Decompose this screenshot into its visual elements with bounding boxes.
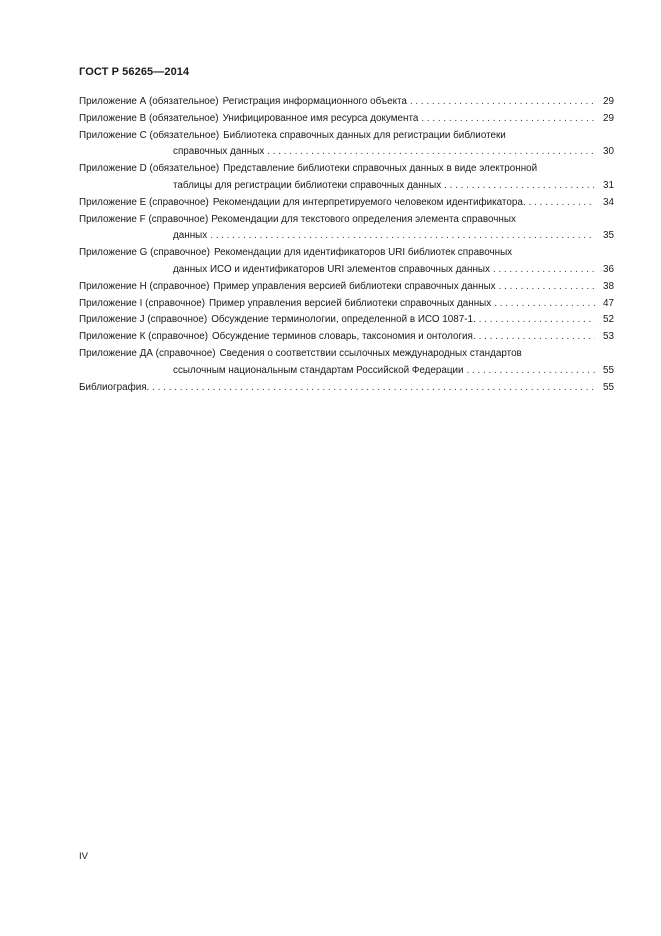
toc-entry-title: Регистрация информационного объекта xyxy=(222,96,407,107)
toc-entry-page: 47 xyxy=(603,297,614,309)
toc-leader-dots xyxy=(267,144,595,161)
toc-leader-dots xyxy=(529,195,595,212)
toc-entry-title-continued: данных xyxy=(173,230,208,242)
toc-entry-title: Пример управления версией библиотеки справочных данных xyxy=(213,280,496,292)
toc-entry-label: Библиография. xyxy=(79,381,150,393)
toc-leader-dots xyxy=(493,262,595,279)
toc-entry-label: Приложение ДА (справочное) xyxy=(79,347,216,359)
toc-entry-title: Библиотека справочных данных для регистрации библиотеки xyxy=(223,129,506,141)
toc-entry-page: 38 xyxy=(603,280,614,292)
toc-entry-title: Рекомендации для интерпретируемого человеком идентификатора. xyxy=(212,196,526,208)
toc-entry-annex-h[interactable] xyxy=(79,279,614,296)
toc-leader-dots xyxy=(467,363,595,380)
toc-entry-page: 53 xyxy=(603,331,614,343)
toc-leader-dots xyxy=(152,380,595,397)
toc-entry-page: 52 xyxy=(603,314,614,326)
toc-entry-label: Приложение Е (справочное) xyxy=(79,196,209,208)
toc-leader-dots xyxy=(210,228,595,245)
toc-leader-dots xyxy=(494,296,595,313)
toc-entry-annex-da[interactable] xyxy=(79,346,614,380)
toc-entry-label: Приложение G (справочное) xyxy=(79,247,210,259)
toc-leader-dots xyxy=(479,329,595,346)
toc-entry-page: 55 xyxy=(603,381,614,393)
toc-entry-title-continued: ссылочным национальным стандартам Российской Федерации xyxy=(173,364,464,376)
toc-entry-title: Сведения о соответствии ссылочных международных стандартов xyxy=(219,347,522,359)
toc-entry-title: Пример управления версией библиотеки справочных данных xyxy=(209,297,492,309)
toc-entry-page: 34 xyxy=(603,196,614,208)
toc-entry-annex-b[interactable] xyxy=(79,111,614,128)
toc-entry-title-continued: справочных данных xyxy=(173,146,265,158)
toc-entry-page: 36 xyxy=(603,263,614,275)
page-number: IV xyxy=(79,851,88,862)
toc-entry-label: Приложение F (справочное) xyxy=(79,213,209,225)
toc-entry-title-continued: таблицы для регистрации библиотеки справочных данных xyxy=(173,179,442,191)
toc-entry-title: Рекомендации для текстового определения элемента справочных xyxy=(211,213,516,225)
toc-leader-dots xyxy=(499,279,595,296)
toc-entry-label: Приложение В (обязательное) xyxy=(79,112,219,124)
toc-entry-page: 29 xyxy=(603,96,614,107)
toc-entry-page: 31 xyxy=(603,179,614,191)
toc-entry-label: Приложение К (справочное) xyxy=(79,331,208,343)
toc-leader-dots xyxy=(479,312,595,329)
toc-entry-title: Обсуждение терминологии, определенной в ИСО 1087-1. xyxy=(211,314,476,326)
toc-entry-title: Рекомендации для идентификаторов URI библиотек справочных xyxy=(213,247,513,259)
toc-entry-label: Приложение А (обязательное) xyxy=(79,96,219,107)
toc-entry-annex-a[interactable] xyxy=(79,94,614,111)
toc-entry-annex-k[interactable] xyxy=(79,329,614,346)
toc-entry-page: 29 xyxy=(603,112,614,124)
toc-leader-dots xyxy=(444,178,595,195)
toc-entry-annex-d[interactable] xyxy=(79,161,614,195)
toc-entry-label: Приложение D (обязательное) xyxy=(79,163,220,175)
toc-entry-label: Приложение Н (справочное) xyxy=(79,280,210,292)
toc-entry-label: Приложение С (обязательное) xyxy=(79,129,220,141)
toc-entry-title-continued: данных ИСО и идентификаторов URI элементов справочных данных xyxy=(173,263,490,275)
toc-entry-annex-i[interactable] xyxy=(79,296,614,313)
toc-entry-title: Унифицированное имя ресурса документа xyxy=(222,112,419,124)
toc-entry-label: Приложение I (справочное) xyxy=(79,297,205,309)
toc-entry-title: Обсуждение терминов словарь, таксономия и онтология. xyxy=(212,331,476,343)
toc-entry-annex-c[interactable] xyxy=(79,128,614,162)
toc-entry-title: Представление библиотеки справочных данных в виде электронной xyxy=(223,163,538,175)
toc-entry-bibliography[interactable] xyxy=(79,380,614,397)
toc-entry-page: 30 xyxy=(603,146,614,158)
toc-leader-dots xyxy=(410,94,595,111)
toc-entry-page: 55 xyxy=(603,364,614,376)
toc-leader-dots xyxy=(421,111,595,128)
toc-entry-annex-j[interactable] xyxy=(79,312,614,329)
table-of-contents xyxy=(79,94,614,396)
toc-entry-annex-e[interactable] xyxy=(79,195,614,212)
toc-entry-label: Приложение J (справочное) xyxy=(79,314,208,326)
toc-entry-annex-g[interactable] xyxy=(79,245,614,279)
toc-entry-annex-f[interactable] xyxy=(79,212,614,246)
toc-entry-page: 35 xyxy=(603,230,614,242)
document-header: ГОСТ Р 56265—2014 xyxy=(79,66,190,78)
